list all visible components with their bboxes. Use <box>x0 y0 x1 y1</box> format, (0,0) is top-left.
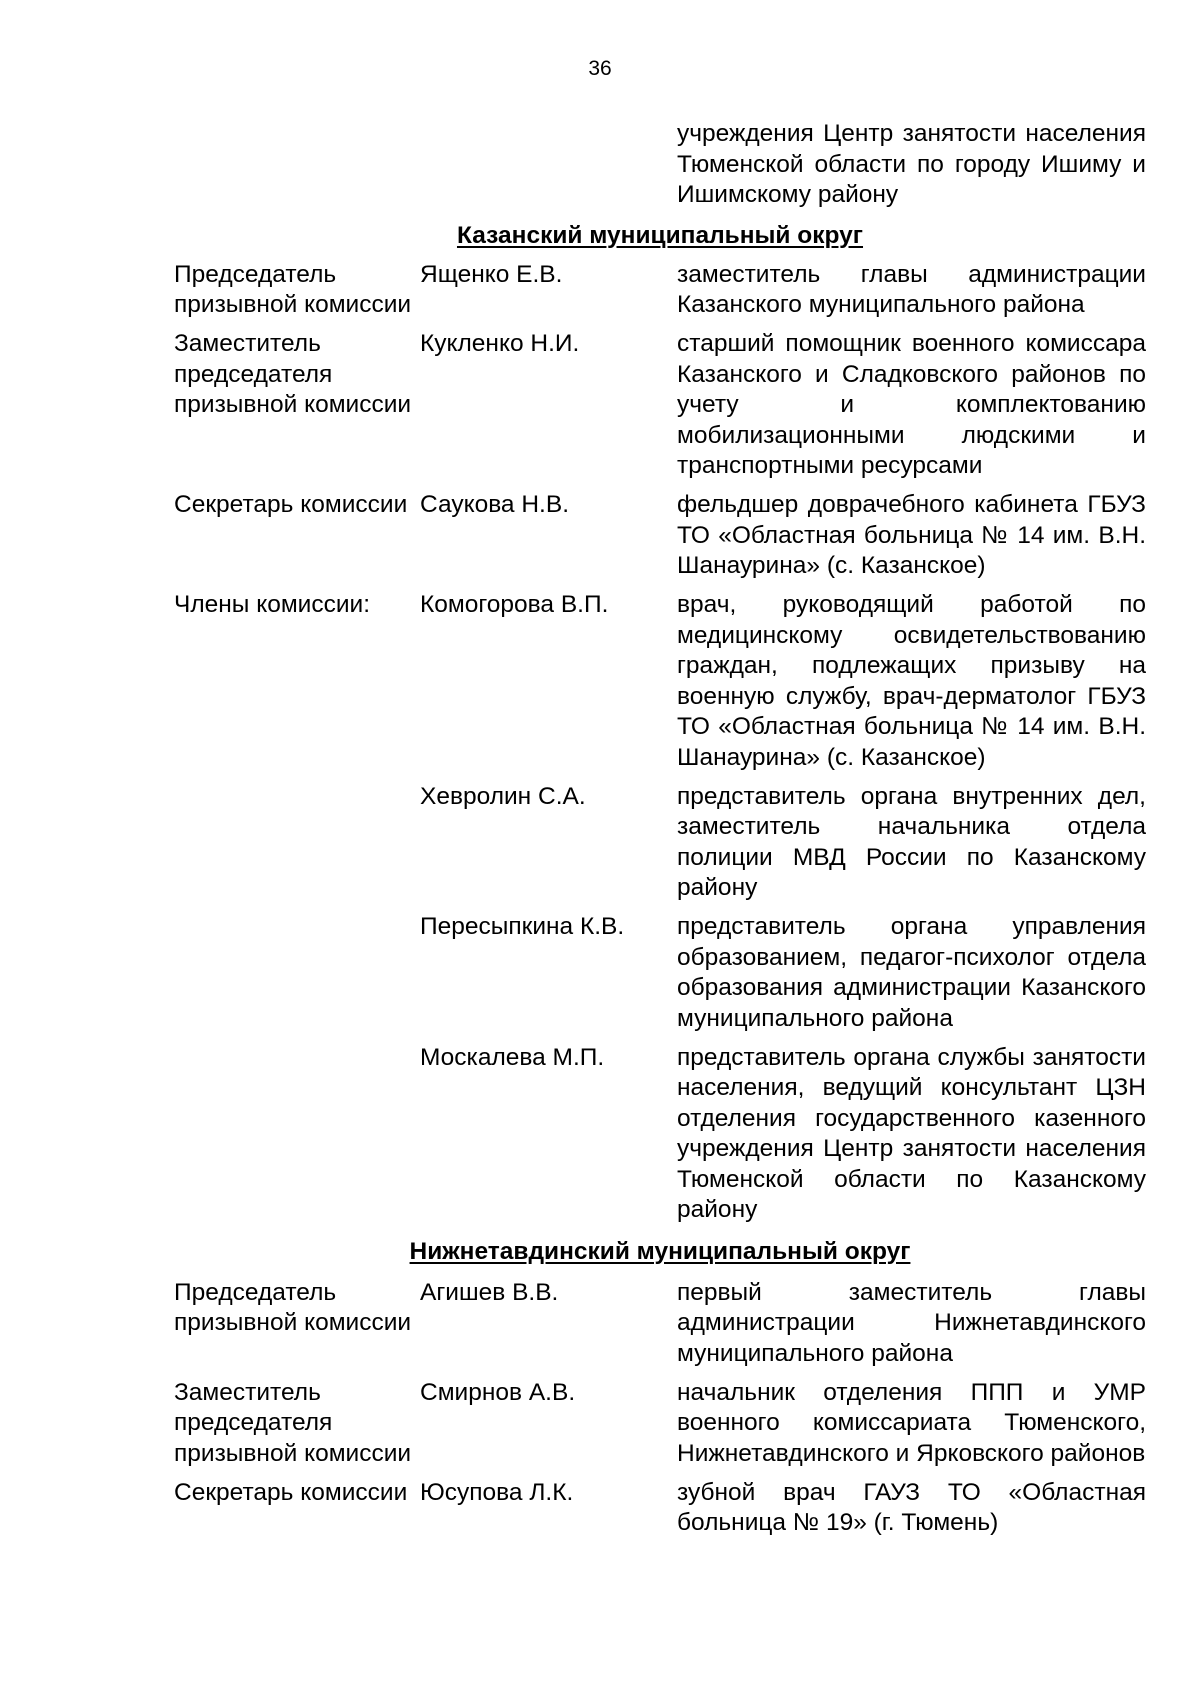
description-cell: начальник отделения ППП и УМР военного комиссариата Тюменского, Нижнетавдинского и Ярковского районов <box>677 1378 1146 1467</box>
name-cell: Кукленко Н.И. <box>420 330 580 357</box>
table-row <box>174 1478 1146 1539</box>
table-row <box>174 1043 1146 1226</box>
role-cell: Секретарь комиссии <box>174 491 408 518</box>
table-row <box>174 1378 1146 1470</box>
description-cell: врач, руководящий работой по медицинскому освидетельствованию граждан, подлежащих призыву на военную службу, врач-дерматолог ГБУЗ ТО «Областная больница № 14 им. В.Н. Шанаурина» (с. Казанское) <box>677 591 1146 771</box>
role-cell: Заместитель председателя призывной комиссии <box>174 330 412 418</box>
document-body <box>174 119 1146 1539</box>
description-cell: представитель органа управления образованием, педагог-психолог отдела образования администрации Казанского муниципального района <box>677 913 1146 1032</box>
description-cell: фельдшер доврачебного кабинета ГБУЗ ТО «Областная больница № 14 им. В.Н. Шанаурина» (с. Казанское) <box>677 491 1146 579</box>
name-cell: Хевролин С.А. <box>420 782 586 810</box>
role-cell: Председатель призывной комиссии <box>174 260 412 318</box>
name-cell: Москалева М.П. <box>420 1043 605 1071</box>
table-row <box>174 1278 1146 1370</box>
name-cell: Смирнов А.В. <box>420 1378 576 1406</box>
description-cell: старший помощник военного комиссара Казанского и Сладковского районов по учету и комплектованию мобилизационными людскими и транспортными ресурсами <box>677 330 1146 479</box>
role-cell: Председатель призывной комиссии <box>174 1278 412 1336</box>
description-cell: представитель органа внутренних дел, заместитель начальника отдела полиции МВД России по Казанскому району <box>677 782 1146 901</box>
description-cell: первый заместитель главы администрации Нижнетавдинского муниципального района <box>677 1278 1146 1367</box>
table-row <box>174 590 1146 773</box>
name-cell: Комогорова В.П. <box>420 591 609 618</box>
name-cell: Пересыпкина К.В. <box>420 913 625 940</box>
name-cell: Агишев В.В. <box>420 1278 559 1306</box>
table-row <box>174 490 1146 582</box>
name-cell: Ященко Е.В. <box>420 260 563 288</box>
page-number: 36 <box>588 57 612 80</box>
role-cell: Секретарь комиссии <box>174 1478 408 1506</box>
table-row <box>174 912 1146 1034</box>
description-cell: заместитель главы администрации Казанского муниципального района <box>677 260 1146 318</box>
section-heading: Нижнетавдинский муниципальный округ <box>409 1237 911 1265</box>
role-cell: Члены комиссии: <box>174 591 371 618</box>
table-row <box>174 782 1146 904</box>
section-heading: Казанский муниципальный округ <box>456 221 864 249</box>
description-cell: зубной врач ГАУЗ ТО «Областная больница № 19» (г. Тюмень) <box>677 1478 1146 1536</box>
role-cell: Заместитель председателя призывной комиссии <box>174 1378 412 1467</box>
table-row <box>174 329 1146 482</box>
name-cell: Саукова Н.В. <box>420 491 570 518</box>
name-cell: Юсупова Л.К. <box>420 1478 574 1506</box>
continuation-text: учреждения Центр занятости населения Тюменской области по городу Ишиму и Ишимскому району <box>677 120 1146 208</box>
description-cell: представитель органа службы занятости населения, ведущий консультант ЦЗН отделения государственного казенного учреждения Центр занятости населения Тюменской области по Казанскому району <box>677 1043 1146 1223</box>
table-row <box>174 260 1146 321</box>
